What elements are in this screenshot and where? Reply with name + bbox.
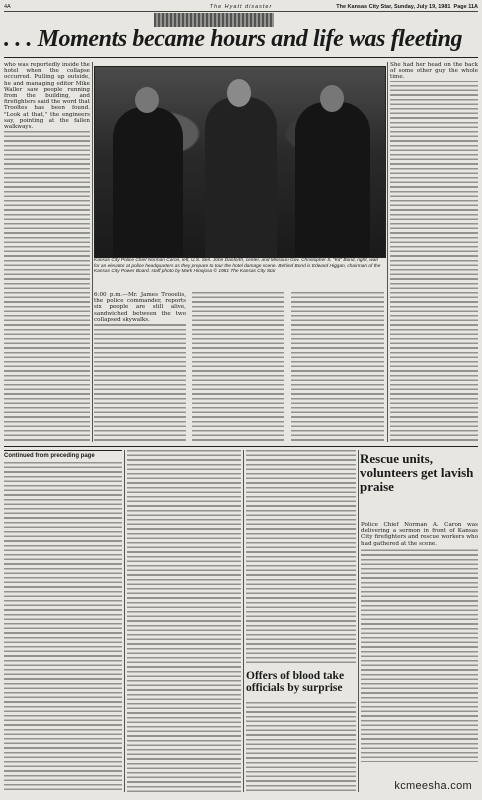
column-divider <box>243 450 244 792</box>
story-paragraph: Police Chief Norman A. Caron was delivering a sermon in front of Kansas City firefighters and rescue workers who had gathered at the scene. <box>361 522 478 547</box>
caption-text: Kansas City Police Chief Norman Caron, left, U.S. Sen. John Danforth, center, and Missouri Gov. Christopher S. "Kit" Bond, right, wait for an elevator at police headquarters as they prepare to tour the hotel damage scene. Behind Bond is Edward Higgan, chairman of the Kansas City Power Board. <box>94 258 381 275</box>
folio-section: The Hyatt disaster <box>209 3 273 10</box>
column-divider <box>358 450 359 792</box>
story-column-4 <box>291 292 384 442</box>
folio-left: 4A <box>4 3 11 10</box>
column-divider <box>387 62 388 442</box>
story-column-5 <box>390 62 478 442</box>
main-headline: . . . Moments became hours and life was fleeting <box>4 26 463 52</box>
rescue-story-column <box>361 522 478 762</box>
story-lead-paragraph: who was reportedly inside the hotel when the collapse occurred. Pulling up outside, he and managing editor Mike Waller saw people running from the building, and firefighters said the word that Trooltes has been found. "Look at that," the engineers say, pointing at the fallen walkways. <box>4 62 90 131</box>
story-column-2 <box>94 292 186 442</box>
rescue-units-headline: Rescue units, volunteers get lavish praise <box>360 451 474 494</box>
victims-list-column-3 <box>246 450 356 666</box>
photo-caption <box>94 258 384 275</box>
story-paragraph: She had her head on the back of some other guy the whole time. <box>390 62 478 81</box>
folio-meta <box>336 4 478 10</box>
page-folio <box>4 2 478 12</box>
story-column-3 <box>192 292 284 442</box>
victims-list-column-2 <box>127 450 241 792</box>
blood-story-column <box>246 702 356 792</box>
officials-photo <box>94 66 386 258</box>
folio-date: The Kansas City Star, Sunday, July 19, 1981 <box>336 3 451 10</box>
story-column-1 <box>4 62 90 442</box>
section-rule <box>4 446 478 447</box>
site-watermark: kcmeesha.com <box>394 780 472 792</box>
story-paragraph: 6:00 p.m.—Mr. James Trooelis, the police commander, reports six people are still alive, sandwiched between the two collapsed skywalks. <box>94 292 186 323</box>
headline-rule <box>4 57 478 58</box>
continued-heading: Continued from preceding page <box>4 450 122 461</box>
column-divider <box>124 450 125 792</box>
photo-credit: staff photo by Mark Hinojosa © 1981 The Kansas City Star <box>151 269 276 275</box>
folio-page: Page 11A <box>453 3 478 10</box>
victims-list-column-1 <box>4 462 122 792</box>
column-divider <box>92 62 93 442</box>
blood-offers-headline: Offers of blood take officials by surprise <box>246 670 345 694</box>
newspaper-page <box>4 2 478 798</box>
